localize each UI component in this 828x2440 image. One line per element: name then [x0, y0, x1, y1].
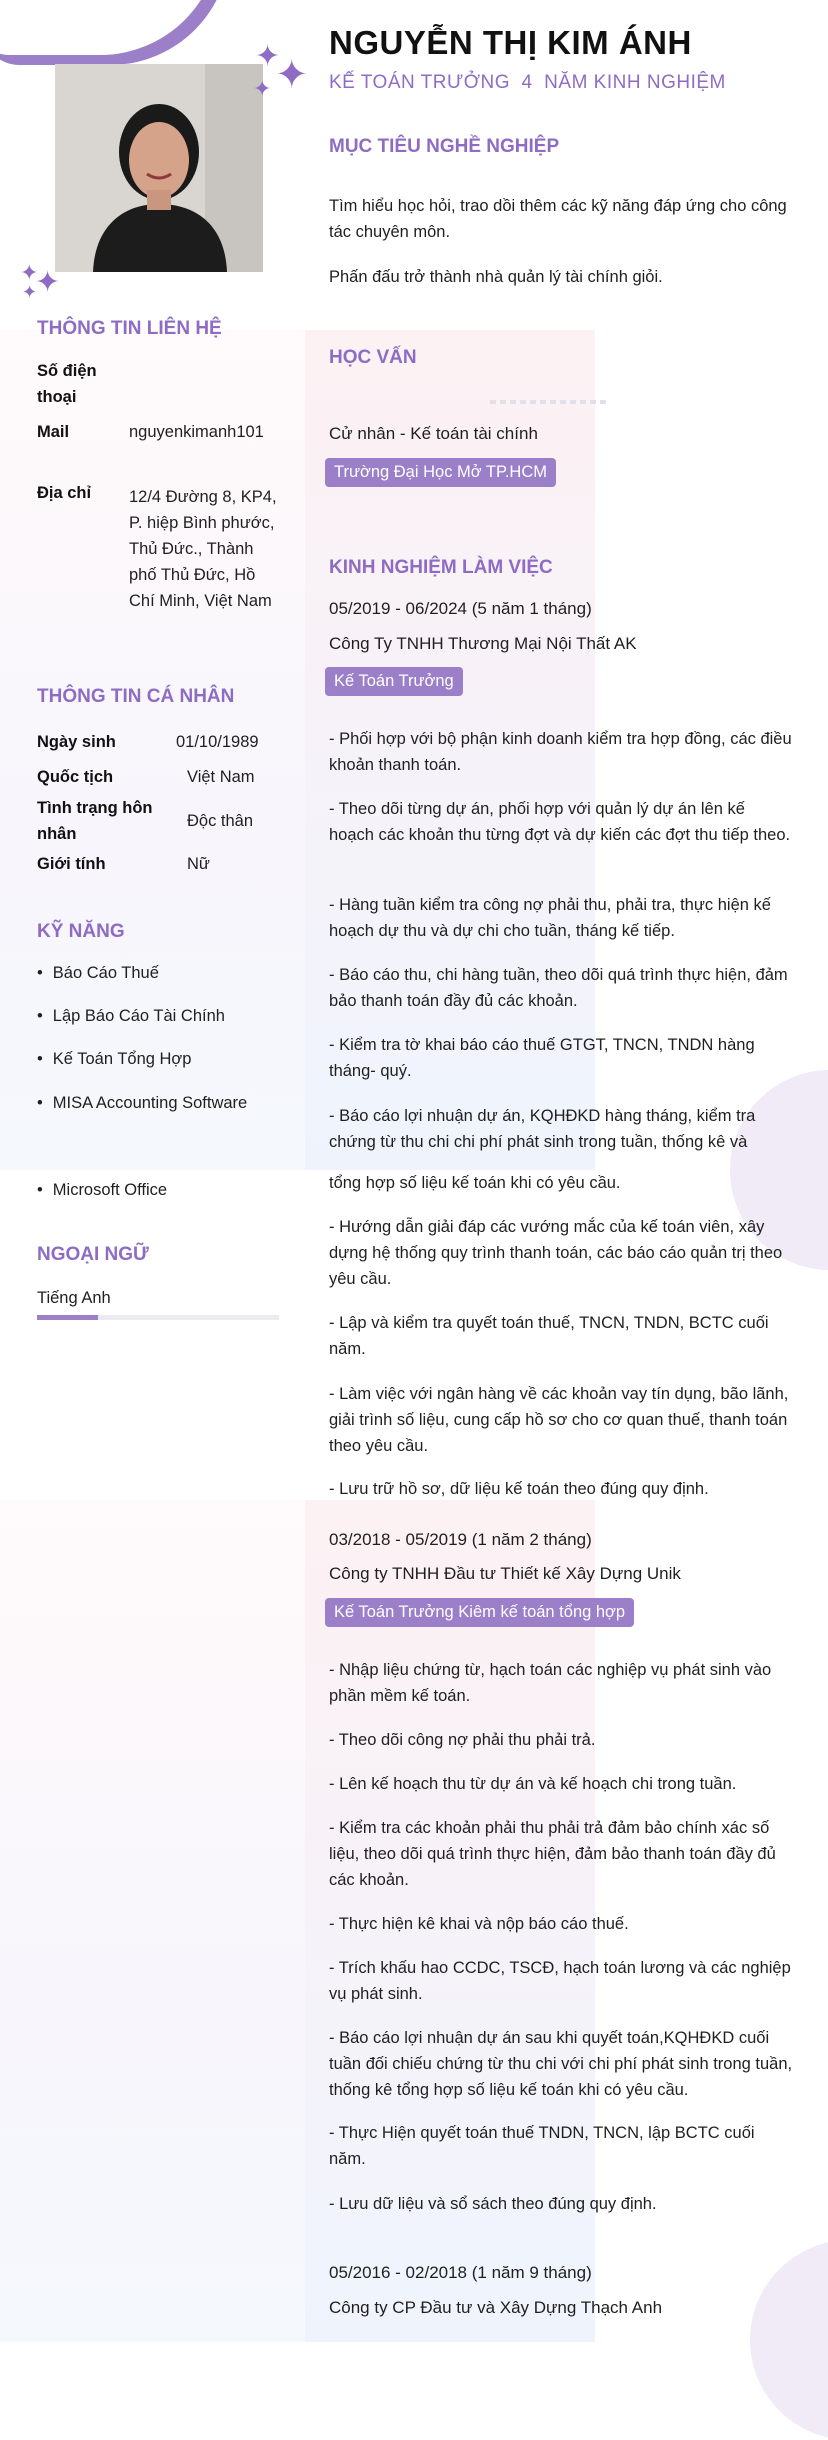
job-duty: - Thực hiện kê khai và nộp báo cáo thuế. — [329, 1915, 629, 1933]
language-name: Tiếng Anh — [37, 1289, 111, 1307]
job-duty: - Theo dõi công nợ phải thu phải trả. — [329, 1731, 596, 1749]
job-duty: - Hướng dẫn giải đáp các vướng mắc của kế toán viên, xây dựng hệ thống quy trình thanh toán, các báo cáo quản trị theo yêu cầu. — [329, 1218, 783, 1288]
job-role-tag: Kế Toán Trưởng Kiêm kế toán tổng hợp — [325, 1598, 634, 1627]
phone-label: Số điện thoại — [37, 362, 97, 406]
education-degree: Cử nhân - Kế toán tài chính — [329, 424, 538, 443]
job-period: 05/2019 - 06/2024 (5 năm 1 tháng) — [329, 599, 592, 618]
skills-heading: KỸ NĂNG — [37, 921, 125, 942]
mail-label: Mail — [37, 423, 70, 441]
candidate-name: NGUYỄN THỊ KIM ÁNH — [329, 24, 692, 61]
skill-item: • Báo Cáo Thuế — [37, 964, 159, 983]
job-duty: - Lập và kiểm tra quyết toán thuế, TNCN, TNDN, BCTC cuối năm. — [329, 1314, 769, 1358]
address-value: 12/4 Đường 8, KP4, P. hiệp Bình phước, Thủ Đức., Thành phố Thủ Đức, Hồ Chí Minh, Việt Nam — [129, 488, 277, 610]
job-duty: - Phối hợp với bộ phận kinh doanh kiểm tra hợp đồng, các điều khoản thanh toán. — [329, 730, 792, 774]
profile-photo — [55, 64, 263, 272]
job-duty: - Báo cáo lợi nhuận dự án sau khi quyết toán,KQHĐKD cuối tuần đối chiếu chứng từ thu chi với chi phí phát sinh trong tuần, thống kê tổng hợp số liệu kế toán khi có yêu cầu. — [329, 2029, 793, 2099]
skill-item: • Lập Báo Cáo Tài Chính — [37, 1007, 225, 1026]
dob-value: 01/10/1989 — [176, 733, 259, 751]
languages-heading: NGOẠI NGỮ — [37, 1244, 149, 1265]
job-duty: tổng hợp số liệu kế toán khi có yêu cầu. — [329, 1174, 621, 1192]
skill-item: • MISA Accounting Software — [37, 1094, 247, 1113]
job-title: KẾ TOÁN TRƯỞNG 4 NĂM KINH NGHIỆM — [329, 72, 726, 93]
job-duty: - Trích khấu hao CCDC, TSCĐ, hạch toán lương và các nghiệp vụ phát sinh. — [329, 1959, 791, 2003]
skill-item: • Microsoft Office — [37, 1181, 167, 1200]
address-label: Địa chỉ — [37, 484, 92, 502]
marital-label: Tình trạng hôn nhân — [37, 799, 153, 843]
sparkle-icon: ✦ — [35, 266, 61, 299]
job-duty: - Báo cáo thu, chi hàng tuần, theo dõi quá trình thực hiện, đảm bảo thanh toán đầy đủ các khoản. — [329, 966, 788, 1010]
job-duty: - Hàng tuần kiểm tra công nợ phải thu, phải tra, thực hiện kế hoạch dự thu và dự chi cho tuần, tháng kế tiếp. — [329, 896, 771, 940]
job-company: Công ty CP Đầu tư và Xây Dựng Thạch Anh — [329, 2298, 663, 2317]
sparkle-icon: ✦ — [253, 76, 272, 101]
contact-heading: THÔNG TIN LIÊN HỆ — [37, 318, 222, 339]
gender-label: Giới tính — [37, 855, 106, 873]
job-period: 03/2018 - 05/2019 (1 năm 2 tháng) — [329, 1530, 592, 1549]
sparkle-icon: ✦ — [20, 260, 39, 285]
job-company: Công ty TNHH Đầu tư Thiết kế Xây Dựng Unik — [329, 1564, 681, 1583]
job-duty: - Lưu dữ liệu và sổ sách theo đúng quy định. — [329, 2195, 657, 2213]
education-school-tag: Trường Đại Học Mở TP.HCM — [325, 458, 556, 487]
gender-value: Nữ — [187, 855, 210, 873]
language-level-bar — [37, 1315, 279, 1320]
education-divider — [490, 400, 610, 404]
personal-heading: THÔNG TIN CÁ NHÂN — [37, 686, 235, 707]
objective-text-2: Phấn đấu trở thành nhà quản lý tài chính giỏi. — [329, 268, 663, 286]
job-duty: - Làm việc với ngân hàng về các khoản vay tín dụng, bão lãnh, giải trình số liệu, cung cấp hồ sơ cho cơ quan thuế, thanh toán theo yêu cầu. — [329, 1385, 789, 1455]
experience-heading: KINH NGHIỆM LÀM VIỆC — [329, 557, 553, 578]
job-duty: - Nhập liệu chứng từ, hạch toán các nghiệp vụ phát sinh vào phần mềm kế toán. — [329, 1661, 772, 1705]
left-bg-bottom — [0, 1500, 305, 2342]
objective-heading: MỤC TIÊU NGHỀ NGHIỆP — [329, 136, 560, 157]
nationality-label: Quốc tịch — [37, 768, 114, 786]
mail-value[interactable]: nguyenkimanh101 — [129, 423, 264, 441]
job-duty: - Theo dõi từng dự án, phối hợp với quản lý dự án lên kế hoạch các khoản thu từng đợt và dự kiến các đợt thu tiếp theo. — [329, 800, 791, 844]
job-duty: - Kiểm tra các khoản phải thu phải trả đảm bảo chính xác số liệu, theo dõi quá trình thực hiện, đảm bảo thanh toán đầy đủ các khoản. — [329, 1819, 776, 1889]
job-period: 05/2016 - 02/2018 (1 năm 9 tháng) — [329, 2263, 592, 2282]
marital-value: Độc thân — [187, 812, 254, 830]
job-role-tag: Kế Toán Trưởng — [325, 667, 463, 696]
objective-text-1: Tìm hiểu học hỏi, trao dồi thêm các kỹ năng đáp ứng cho công tác chuyên môn. — [329, 197, 787, 241]
job-company: Công Ty TNHH Thương Mại Nội Thất AK — [329, 634, 637, 653]
skill-item: • Kế Toán Tổng Hợp — [37, 1050, 191, 1069]
sparkle-icon: ✦ — [22, 282, 38, 302]
job-duty: - Thực Hiện quyết toán thuế TNDN, TNCN, lập BCTC cuối năm. — [329, 2124, 755, 2168]
sparkle-icon: ✦ — [255, 40, 281, 73]
dob-label: Ngày sinh — [37, 733, 116, 751]
job-duty: - Lưu trữ hồ sơ, dữ liệu kế toán theo đúng quy định. — [329, 1480, 709, 1498]
education-heading: HỌC VẤN — [329, 347, 417, 368]
sparkle-icon: ✦ — [275, 53, 309, 97]
decor-swirl-2 — [750, 2240, 828, 2440]
nationality-value: Việt Nam — [187, 768, 255, 786]
language-level-fill — [37, 1315, 98, 1320]
job-duty: - Báo cáo lợi nhuận dự án, KQHĐKD hàng tháng, kiểm tra chứng từ thu chi chi phí phát sinh trong tuần, thống kê và — [329, 1107, 756, 1151]
job-duty: - Lên kế hoạch thu từ dự án và kế hoạch chi trong tuần. — [329, 1775, 737, 1793]
job-duty: - Kiểm tra tờ khai báo cáo thuế GTGT, TNCN, TNDN hàng tháng- quý. — [329, 1036, 755, 1080]
